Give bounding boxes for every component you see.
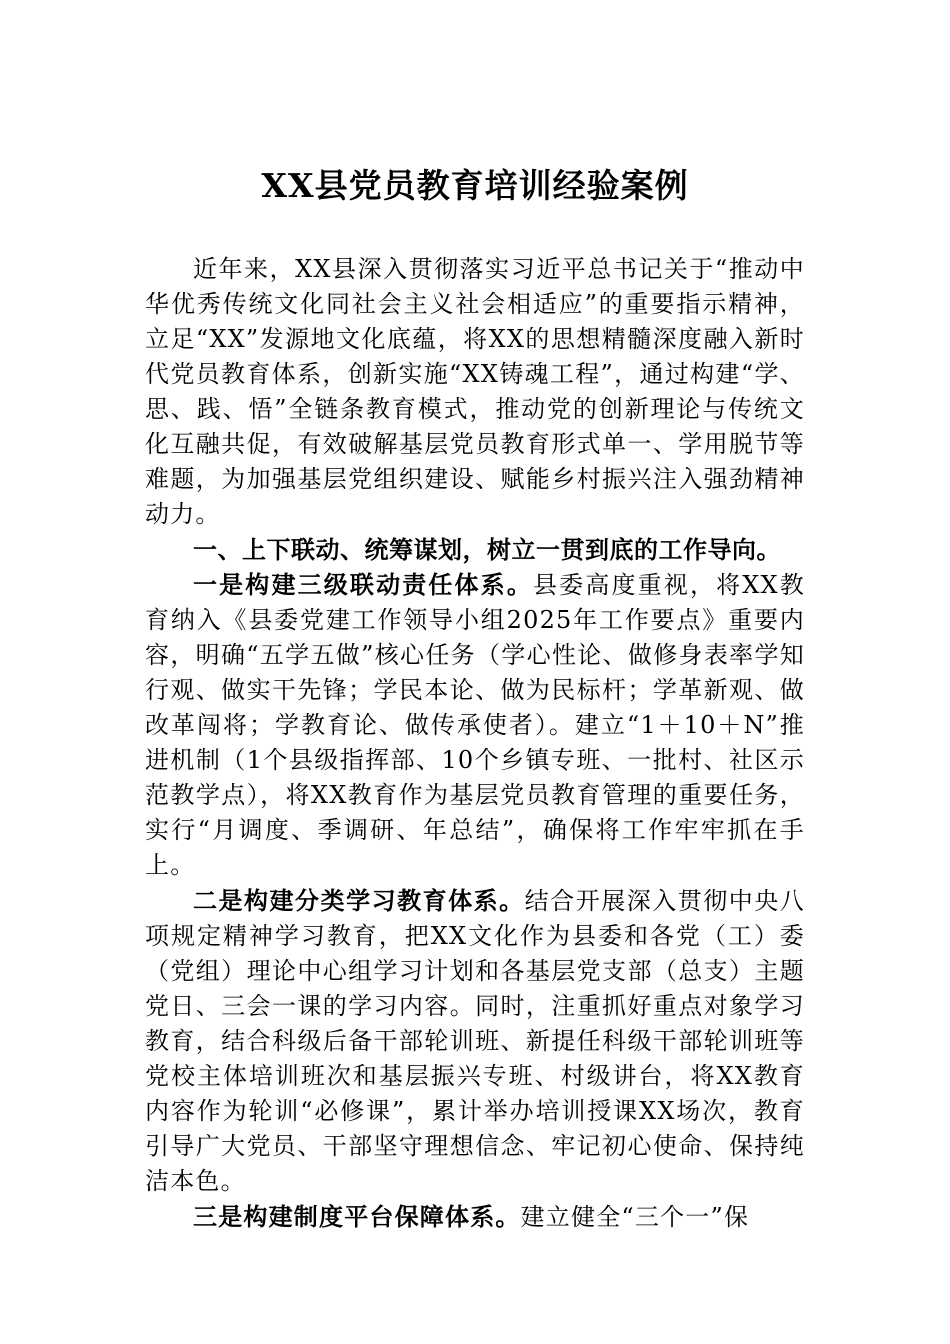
item-text-3: 建立健全“三个一”保 bbox=[520, 1203, 750, 1231]
item-lead-3: 三是构建制度平台保障体系。 bbox=[193, 1202, 521, 1231]
item-lead-2: 二是构建分类学习教育体系。 bbox=[193, 886, 525, 915]
item-paragraph-1 bbox=[145, 567, 805, 883]
item-paragraph-3 bbox=[145, 1199, 805, 1235]
intro-paragraph: 近年来，XX县深入贯彻落实习近平总书记关于“推动中华优秀传统文化同社会主义社会相适应”的重要指示精神，立足“XX”发源地文化底蕴，将XX的思想精髓深度融入新时代党员教育体系，创新实施“XX铸魂工程”，通过构建“学、思、践、悟”全链条教育模式，推动党的创新理论与传统文化互融共促，有效破解基层党员教育形式单一、学用脱节等难题，为加强基层党组织建设、赋能乡村振兴注入强劲精神动力。 bbox=[145, 255, 805, 528]
item-paragraph-2 bbox=[145, 883, 805, 1199]
document-title: XX县党员教育培训经验案例 bbox=[261, 166, 689, 205]
document-body bbox=[145, 252, 805, 1235]
item-text-1: 县委高度重视，将XX教育纳入《县委党建工作领导小组2025年工作要点》重要内容，明确“五学五做”核心任务（学心性论、做修身表率学知行观、做实干先锋；学民本论、做为民标杆；学革新观、做改革闯将；学教育论、做传承使者）。建立“1＋10＋N”推进机制（1个县级指挥部、10个乡镇专班、一批村、社区示范教学点），将XX教育作为基层党员教育管理的重要任务，实行“月调度、季调研、年总结”，确保将工作牢牢抓在手上。 bbox=[145, 571, 805, 879]
item-text-2: 结合开展深入贯彻中央八项规定精神学习教育，把XX文化作为县委和各党（工）委（党组）理论中心组学习计划和各基层党支部（总支）主题党日、三会一课的学习内容。同时，注重抓好重点对象学习教育，结合科级后备干部轮训班、新提任科级干部轮训班等党校主体培训班次和基层振兴专班、村级讲台，将XX教育内容作为轮训“必修课”，累计举办培训授课XX场次，教育引导广大党员、干部坚守理想信念、牢记初心使命、保持纯洁本色。 bbox=[145, 887, 805, 1195]
item-lead-1: 一是构建三级联动责任体系。 bbox=[193, 570, 534, 599]
section-heading: 一、上下联动、统筹谋划，树立一贯到底的工作导向。 bbox=[193, 535, 781, 564]
